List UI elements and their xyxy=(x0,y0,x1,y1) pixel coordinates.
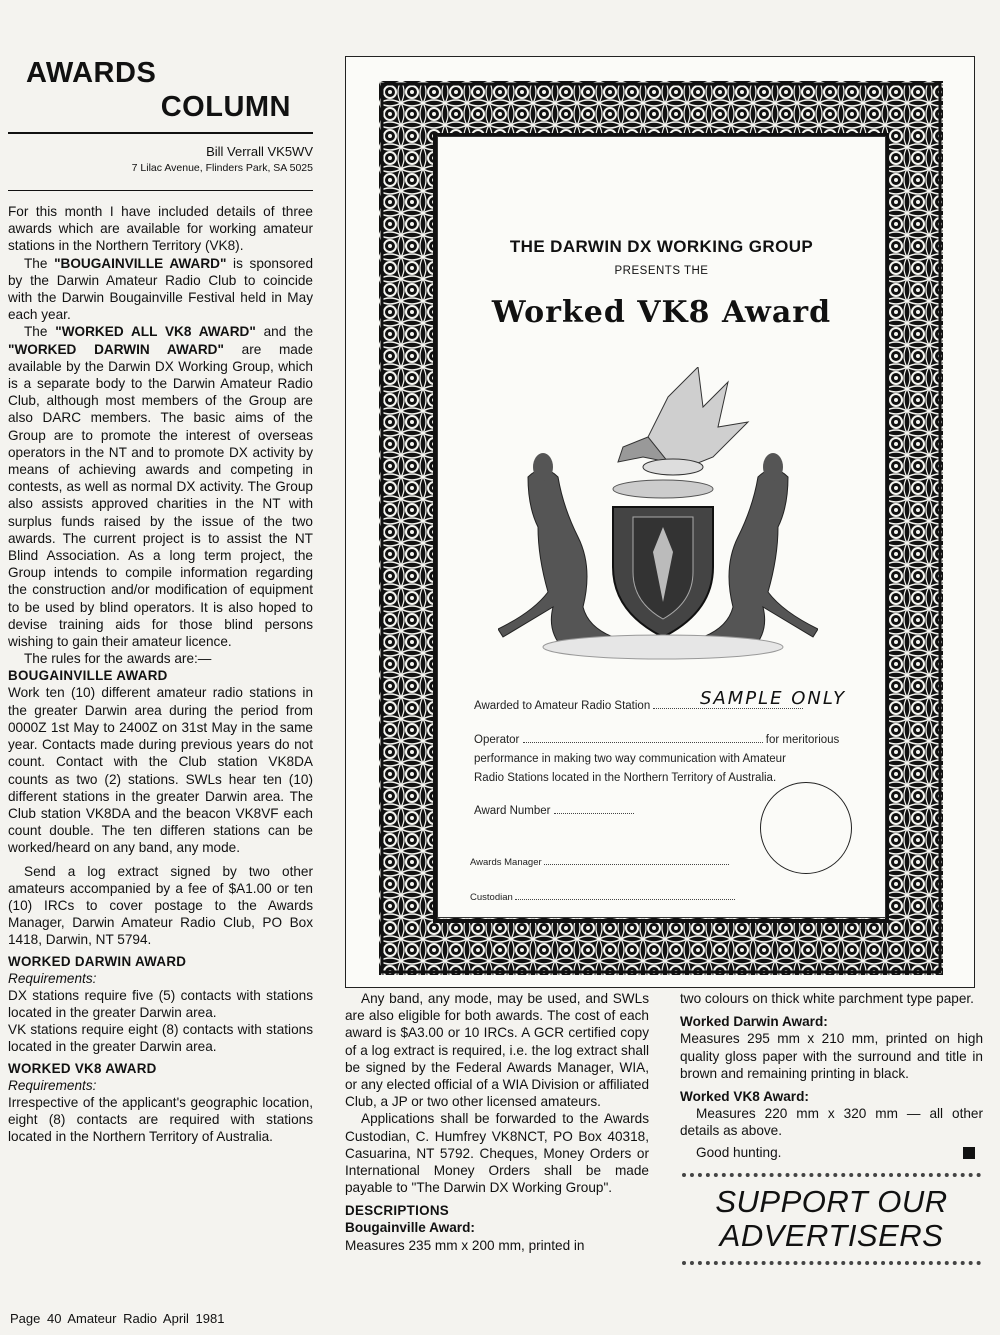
seal-circle xyxy=(760,782,852,874)
divider xyxy=(8,190,313,191)
column-title-line1: AWARDS xyxy=(26,57,157,89)
text-span: and the xyxy=(255,324,314,340)
award-name-bold: "WORKED ALL VK8 AWARD" xyxy=(55,324,256,340)
eligibility-paragraph: Any band, any mode, may be used, and SWLs are also eligible for both awards. The cost of each award is $A3.00 or 10 IRCs. A GCR certified copy of a log extract is required, i.e. the log extract shall be signed by the Federal Awards Manager, WIA, or any elected official of a WIA Division or affiliated Club, a JP or two other licensed amateurs. xyxy=(345,991,650,1110)
bougainville-intro-paragraph xyxy=(8,255,313,324)
text-span: The xyxy=(24,255,55,271)
dotted-line xyxy=(515,890,735,900)
awards-manager-label: Awards Manager xyxy=(470,857,542,868)
worked-vk8-heading: WORKED VK8 AWARD xyxy=(8,1060,157,1076)
text-span: is sponsored by the Darwin Amateur Radio Club to coincide with the Darwin Bougainville Festival held in May each year. xyxy=(8,255,314,323)
requirements-label: Requirements: xyxy=(8,970,97,986)
performance-line-1: performance in making two way communication with Amateur xyxy=(474,753,786,765)
dotted-line xyxy=(554,804,634,814)
award-name-bold: "WORKED DARWIN AWARD" xyxy=(8,341,224,357)
certificate-presents: PRESENTS THE xyxy=(614,265,709,277)
for-meritorious-text: for meritorious xyxy=(765,734,840,746)
worked-darwin-desc-heading: Worked Darwin Award: xyxy=(680,1014,828,1030)
column-title-line2: COLUMN xyxy=(160,91,291,123)
certificate-group-name: THE DARWIN DX WORKING GROUP xyxy=(509,237,814,256)
dotted-rule-bottom xyxy=(682,1261,981,1269)
dotted-line xyxy=(523,733,763,743)
left-article-body xyxy=(8,203,313,1145)
bougainville-desc: Measures 235 mm x 200 mm, printed in xyxy=(345,1237,585,1253)
author-address: 7 Lilac Avenue, Flinders Park, SA 5025 xyxy=(131,162,313,174)
sample-only-handwriting: SAMPLE ONLY xyxy=(700,688,847,709)
worked-vk8-desc: Measures 220 mm x 320 mm — all other details as above. xyxy=(680,1106,983,1139)
custodian-line xyxy=(470,890,735,903)
sign-off: Good hunting. xyxy=(696,1144,782,1160)
applications-paragraph: Applications shall be forwarded to the Awards Custodian, C. Humfrey VK8NCT, PO Box 40318, Casuarina, NT 5792. Cheques, Money Orders or International Money Orders shall be made payable to "The Darwin DX Working Group". xyxy=(345,1111,649,1196)
operator-label: Operator xyxy=(474,734,520,746)
byline xyxy=(8,144,313,176)
author-name: Bill Verrall VK5WV xyxy=(206,144,313,159)
intro-paragraph: For this month I have included details of three awards which are available for working amateur stations in the Northern Territory (VK8). xyxy=(8,204,313,254)
bougainville-rules: Work ten (10) different amateur radio stations in the greater Darwin area during the period from 0000Z 1st May to 2400Z on 31st May in the same year. Contacts made during previous years do not count. Contact with the Club station VK8DA counts as two (2) stations. SWLs hear ten (10) different stations in the greater Darwin area. The Club station VK8DA and the beacon VK8VF each count double. The ten differen stations can be worked/heard on any band, any mode. xyxy=(8,685,313,856)
support-line-2: ADVERTISERS xyxy=(719,1217,944,1253)
text-span: are made available by the Darwin DX Working Group, which is a separate body to the Darwin Amateur Radio Club, although most members of the Group are also DARC members. The basic aims of the Group are to promote the interest of overseas operators in the NT and to promote DX activity by means of achieving awards and competing in contests, as well as normal DX activity. The Group also assists approved charities in the NT with surplus funds raised by the issue of the two awards. The current project is to assist the NT Blind Association. As a long term project, the Group intends to compile information regarding the construction and/or modification of equipment to be used by blind operators. It is also hoped to devise training aids for those blind persons wishing to gain their amateur licence. xyxy=(8,341,313,650)
coat-of-arms-image xyxy=(498,367,818,667)
worked-darwin-heading: WORKED DARWIN AWARD xyxy=(8,953,187,969)
left-column xyxy=(8,56,313,1145)
requirements-label: Requirements: xyxy=(8,1077,97,1093)
log-extract-paragraph: Send a log extract signed by two other amateurs accompanied by a fee of $A1.00 or ten (10) IRCs to cover postage to the Awards Manager, Darwin Amateur Radio Club, PO Box 1418, Darwin, NT 5794. xyxy=(8,863,313,948)
bougainville-desc-heading: Bougainville Award: xyxy=(345,1220,475,1236)
award-number-line xyxy=(474,804,634,817)
descriptions-heading: DESCRIPTIONS xyxy=(345,1203,450,1219)
dotted-rule-top xyxy=(682,1173,981,1181)
performance-line-2: Radio Stations located in the Northern Territory of Australia. xyxy=(474,772,777,784)
title-rule xyxy=(8,132,313,134)
dotted-line xyxy=(544,855,729,865)
page-footer: Page 40 Amateur Radio April 1981 xyxy=(10,1311,225,1326)
vk-requirement: VK stations require eight (8) contacts with stations located in the greater Darwin area. xyxy=(8,1022,313,1055)
middle-column xyxy=(345,990,649,1254)
bougainville-desc-continued: two colours on thick white parchment type paper. xyxy=(680,991,974,1006)
certificate-title: Worked VK8 Award xyxy=(491,295,832,330)
custodian-label: Custodian xyxy=(470,892,513,903)
right-column xyxy=(680,990,983,1269)
rules-intro: The rules for the awards are:— xyxy=(24,651,212,667)
certificate-panel xyxy=(437,136,886,918)
dx-requirement: DX stations require five (5) contacts with stations located in the greater Darwin area. xyxy=(8,987,313,1020)
award-number-label: Award Number xyxy=(474,805,551,817)
awarded-to-text: Awarded to Amateur Radio Station xyxy=(474,700,651,712)
text-span: The xyxy=(24,324,56,340)
award-name-bold: "BOUGAINVILLE AWARD" xyxy=(54,255,227,271)
worked-darwin-desc: Measures 295 mm x 210 mm, printed on high quality gloss paper with the surround and title in brown and remaining printing in black. xyxy=(680,1031,983,1081)
vk8-requirement: Irrespective of the applicant's geographic location, eight (8) contacts are required with stations located in the Northern Territory of Australia. xyxy=(8,1094,313,1145)
bougainville-heading: BOUGAINVILLE AWARD xyxy=(8,668,168,684)
support-line-1: SUPPORT OUR xyxy=(715,1183,948,1219)
group-paragraph xyxy=(8,323,313,650)
column-title xyxy=(8,56,313,124)
worked-vk8-desc-heading: Worked VK8 Award: xyxy=(680,1089,809,1105)
awards-manager-line xyxy=(470,855,729,868)
end-mark-square xyxy=(963,1147,975,1159)
certificate-image xyxy=(345,56,975,988)
operator-line xyxy=(474,733,839,746)
sign-off-line xyxy=(680,1144,983,1161)
